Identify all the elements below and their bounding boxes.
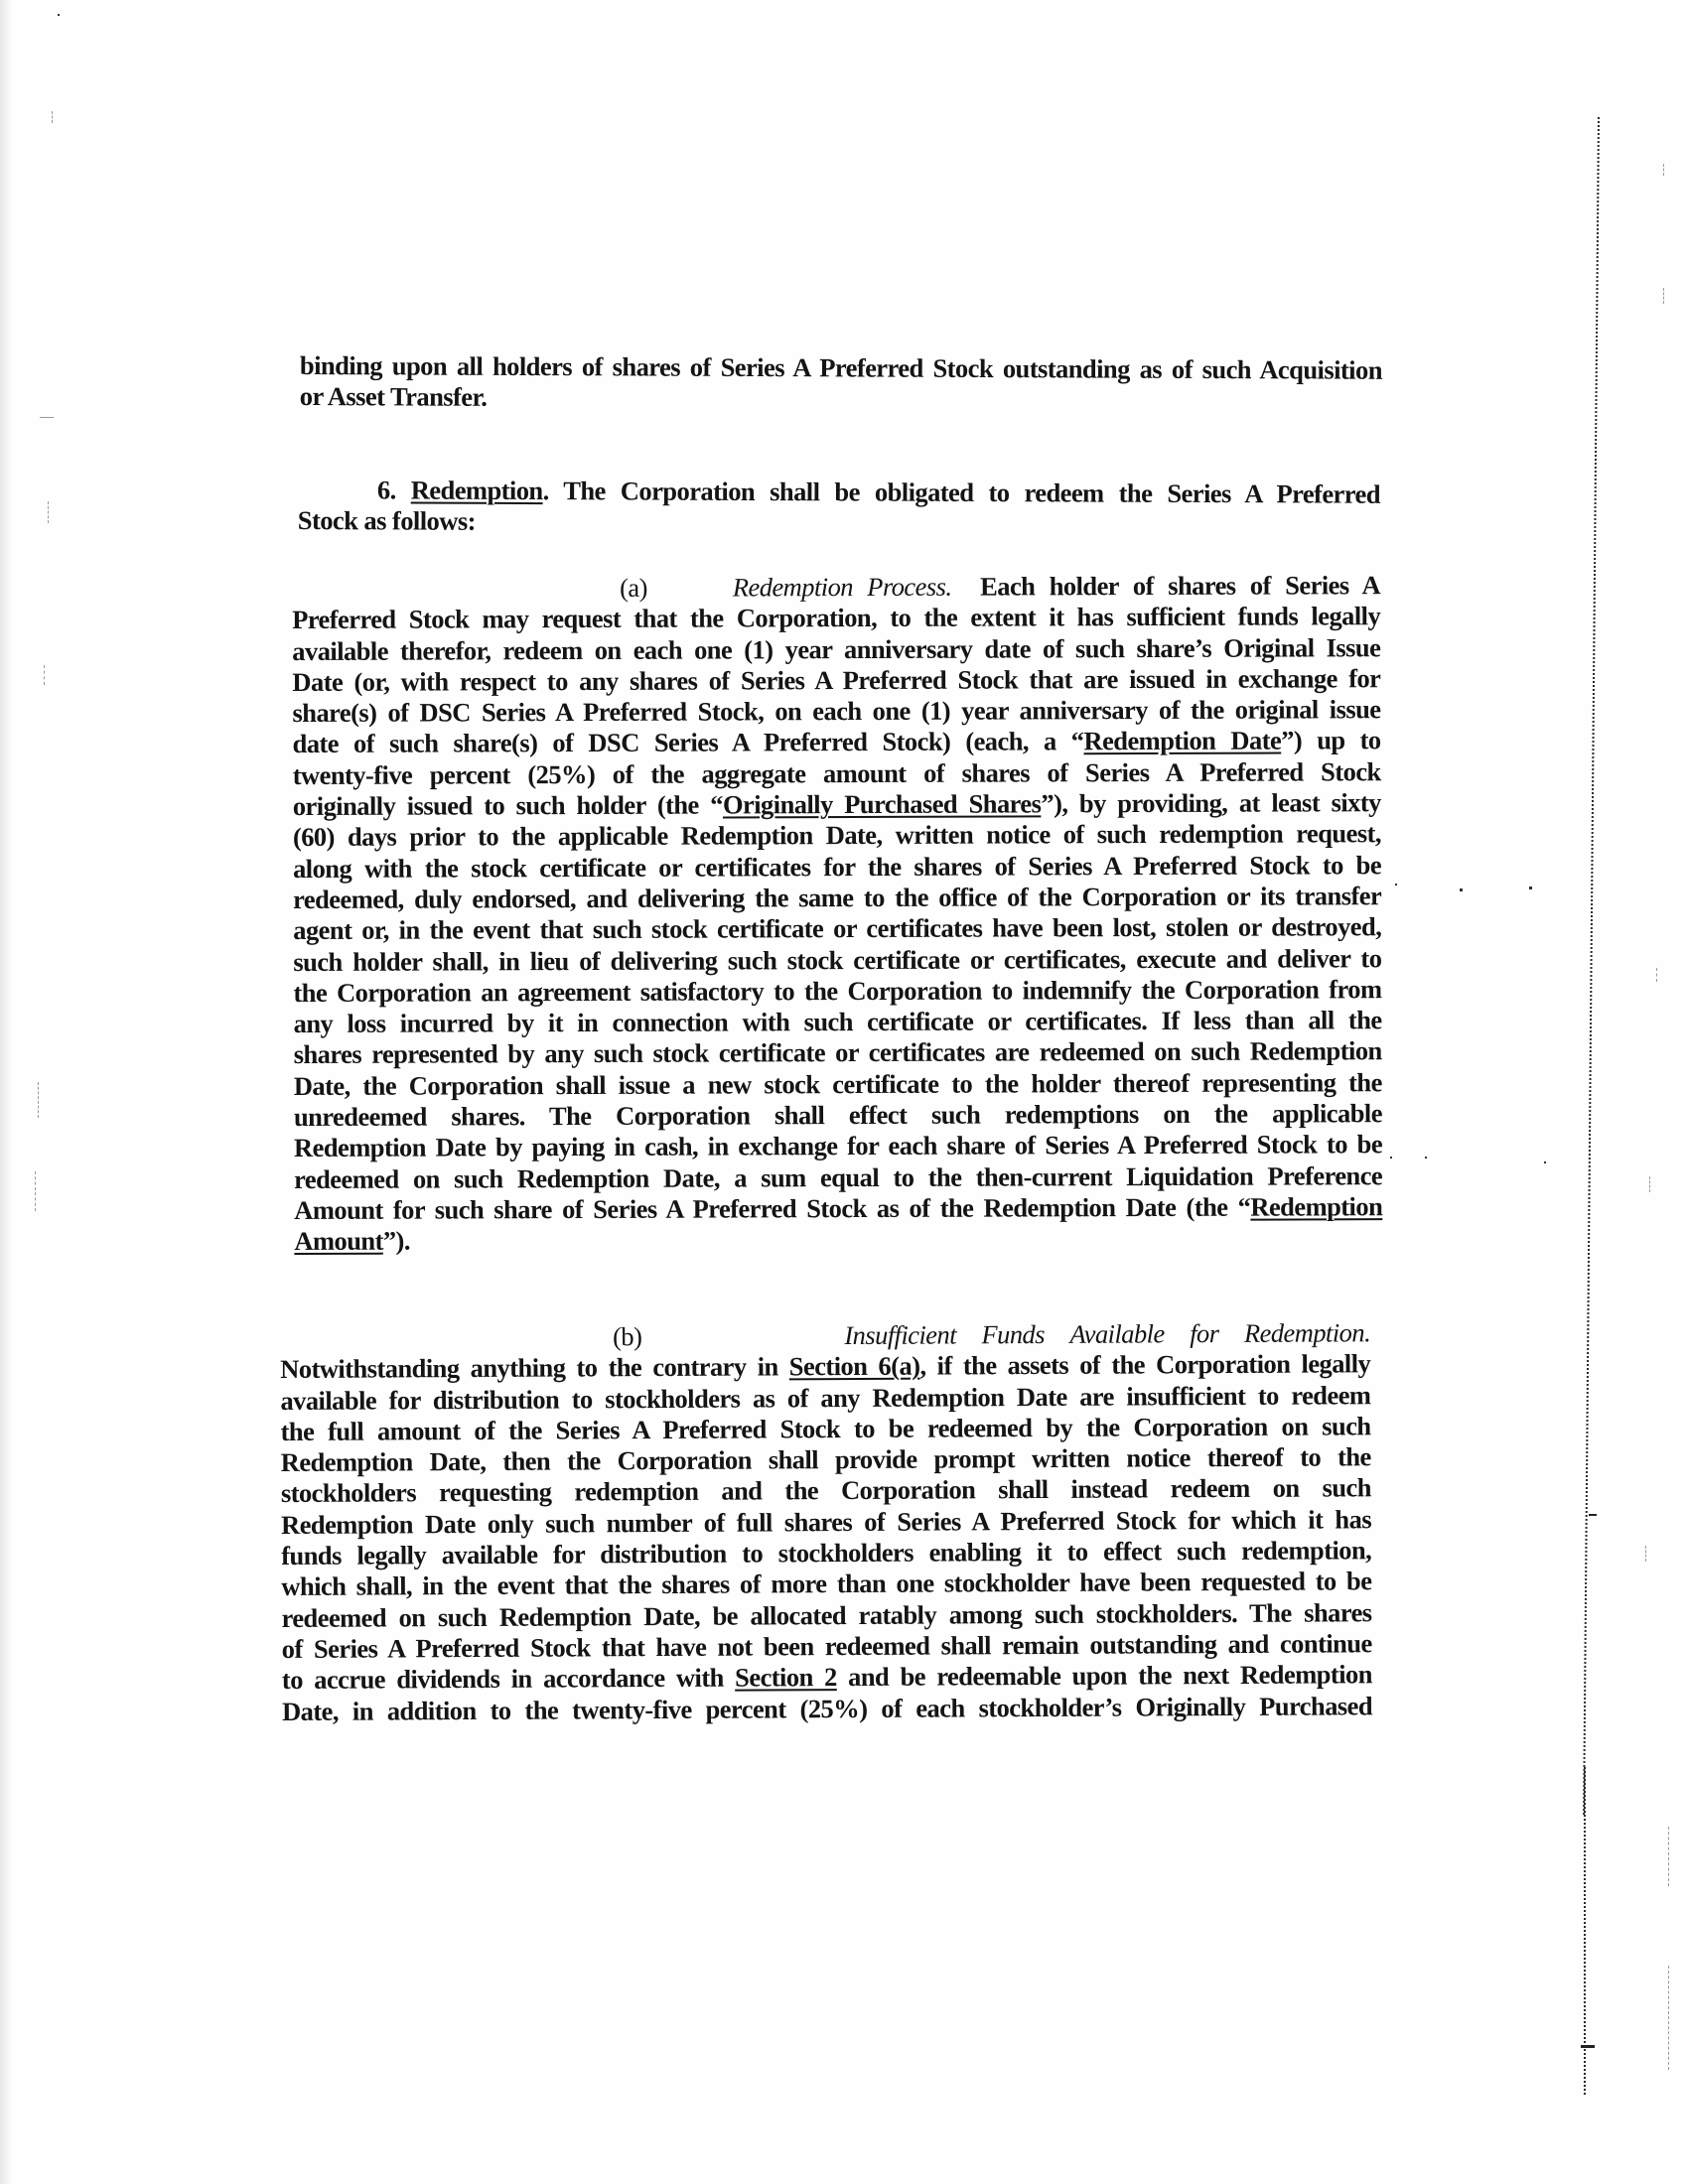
section-reference-2: Section 2 xyxy=(735,1662,837,1693)
text-span: and be redeemable upon the next Redemption xyxy=(836,1659,1372,1693)
defined-term-redemption-date: Redemption Date xyxy=(1083,726,1282,756)
section-reference-6a: Section 6(a) xyxy=(788,1350,920,1382)
subsection-heading-word: Insufficient xyxy=(844,1319,957,1351)
carryover-paragraph xyxy=(300,350,1382,417)
defined-term-originally-purchased-shares: Originally Purchased Shares xyxy=(722,788,1042,820)
scan-speck xyxy=(1395,884,1397,886)
scan-artifact-line xyxy=(35,1171,36,1211)
scan-artifact-tick xyxy=(1589,1514,1597,1516)
text-line: unredeemed shares. The Corporation shall effect such redemptions on the applicable xyxy=(293,1098,1382,1133)
scan-artifact-line xyxy=(1668,1827,1669,1886)
text-line: Date, in addition to the twenty-five percent (25%) of each stockholder’s Originally Purchased xyxy=(281,1690,1373,1726)
text-span: , if the assets of the Corporation legally xyxy=(919,1348,1371,1381)
text-line: stockholders requesting redemption and the Corporation shall instead redeem on such xyxy=(280,1472,1371,1509)
scan-speck xyxy=(1390,1157,1392,1159)
text-line: Redemption Date by paying in cash, in exchange for each share of Series A Preferred Stock to be xyxy=(293,1129,1383,1163)
scan-speck xyxy=(1425,1157,1427,1159)
text-line: Redemption Date only such number of full shares of Series A Preferred Stock for which it has xyxy=(280,1504,1372,1540)
scan-shadow-edge xyxy=(0,0,12,2184)
scan-artifact-tick xyxy=(40,417,54,418)
text-line: Date (or, with respect to any shares of Series A Preferred Stock that are issued in exchange for xyxy=(292,663,1381,697)
text-line: Date, the Corporation shall issue a new stock certificate to the holder thereof representing the xyxy=(293,1066,1382,1101)
text-line: binding upon all holders of shares of Series A Preferred Stock outstanding as of such Acquisition xyxy=(299,350,1382,385)
scan-artifact-line xyxy=(1663,288,1664,304)
text-span: ”), by providing, at least sixty xyxy=(1041,787,1381,819)
scan-speck xyxy=(58,14,60,16)
subsection-heading-word: Redemption. xyxy=(1243,1317,1371,1348)
text-line xyxy=(298,475,1380,510)
scan-artifact-line xyxy=(1645,1546,1646,1562)
text-span: ”). xyxy=(382,1225,410,1256)
scan-artifact-line xyxy=(1656,968,1657,982)
scan-artifact-line xyxy=(38,1082,39,1118)
text-span: Amount for such share of Series A Preferred Stock as of the Redemption Date (the “ xyxy=(294,1191,1251,1225)
text-line: funds legally available for distribution to stockholders enabling it to effect such redemption, xyxy=(281,1535,1372,1571)
scan-artifact-line xyxy=(52,111,53,123)
text-line: such holder shall, in lieu of delivering such stock certificate or certificates, execute and deliver to xyxy=(293,942,1382,977)
text-line: the Corporation an agreement satisfactory to the Corporation to indemnify the Corporation from xyxy=(293,974,1382,1008)
text-line: or Asset Transfer. xyxy=(299,381,488,413)
subsection-label: (a) xyxy=(619,572,647,603)
text-line: redeemed, duly endorsed, and delivering the same to the office of the Corporation or its transfer xyxy=(293,881,1382,914)
text-line: of Series A Preferred Stock that have not been redeemed shall remain outstanding and continue xyxy=(281,1628,1372,1664)
text-span: date of such share(s) of DSC Series A Preferred Stock) (each, a “ xyxy=(292,726,1084,759)
scan-speck xyxy=(1544,1161,1546,1163)
section-6a-paragraph xyxy=(292,570,1382,1257)
text-span: Each holder of shares of Series A xyxy=(980,570,1381,602)
defined-term-redemption-amount-cont: Amount xyxy=(294,1225,383,1257)
scan-artifact-line xyxy=(1649,1176,1650,1192)
scan-artifact-line xyxy=(48,501,49,523)
scan-speck xyxy=(1529,887,1532,889)
text-line: twenty-five percent (25%) of the aggregate amount of shares of Series A Preferred Stock xyxy=(292,755,1381,790)
scan-speck xyxy=(1460,888,1463,891)
text-span: . The Corporation shall be obligated to redeem the Series A Preferred xyxy=(542,476,1380,509)
text-line: along with the stock certificate or certificates for the shares of Series A Preferred Stock to be xyxy=(292,849,1382,884)
defined-term-redemption-amount: Redemption xyxy=(1250,1191,1383,1222)
text-line: Stock as follows: xyxy=(297,505,476,537)
scan-artifact-line xyxy=(44,665,45,685)
section-6-paragraph xyxy=(298,475,1380,541)
text-line: available for distribution to stockholders as of any Redemption Date are insufficient to redeem xyxy=(280,1379,1371,1416)
subsection-heading-word: Funds xyxy=(981,1318,1046,1350)
section-6b-paragraph xyxy=(280,1317,1372,1727)
text-line: redeemed on such Redemption Date, a sum equal to the then-current Liquidation Preference xyxy=(294,1160,1383,1194)
text-span: to accrue dividends in accordance with xyxy=(281,1662,736,1696)
subsection-heading-word: Available xyxy=(1069,1318,1165,1349)
text-line: available therefor, redeem on each one (1) year anniversary date of such share’s Original Issue xyxy=(292,631,1381,666)
text-line xyxy=(294,1222,1382,1257)
text-line: any loss incurred by it in connection with such certificate or certificates. If less than all the xyxy=(293,1005,1382,1039)
text-line xyxy=(294,1191,1382,1226)
text-line xyxy=(293,787,1381,822)
scan-artifact-tick xyxy=(1581,2045,1595,2048)
text-span: originally issued to such holder (the “ xyxy=(292,789,723,822)
section-heading: Redemption xyxy=(410,475,543,506)
text-span: Notwithstanding anything to the contrary in xyxy=(280,1351,789,1385)
subsection-label: (b) xyxy=(612,1321,642,1352)
text-line: redeemed on such Redemption Date, be allocated ratably among such stockholders. The shares xyxy=(281,1596,1372,1633)
text-line: which shall, in the event that the shares of more than one stockholder have been requested to be xyxy=(281,1566,1372,1602)
text-line: agent or, in the event that such stock certificate or certificates have been lost, stolen or destroyed, xyxy=(293,911,1382,946)
subsection-heading: Redemption Process. xyxy=(732,571,952,603)
text-span: ”) up to xyxy=(1281,725,1381,756)
scan-artifact-line xyxy=(1668,1966,1669,2070)
text-line xyxy=(280,1349,1370,1386)
scan-artifact-line xyxy=(1663,164,1664,176)
section-number: 6. xyxy=(376,475,396,505)
text-line: (60) days prior to the applicable Redemption Date, written notice of such redemption request, xyxy=(292,818,1381,853)
text-line: share(s) of DSC Series A Preferred Stock, on each one (1) year anniversary of the original issue xyxy=(292,694,1381,729)
scan-artifact-line xyxy=(1583,117,1600,1815)
subsection-heading-word: for xyxy=(1190,1318,1219,1349)
text-line: Preferred Stock may request that the Corporation, to the extent it has sufficient funds legally xyxy=(292,601,1381,635)
text-line: Redemption Date, then the Corporation shall provide prompt written notice thereof to the xyxy=(280,1441,1371,1478)
text-line: shares represented by any such stock certificate or certificates are redeemed on such Redemption xyxy=(293,1035,1382,1070)
text-line xyxy=(282,1660,1372,1697)
text-line xyxy=(292,570,1380,605)
text-line xyxy=(293,726,1381,760)
text-line: the full amount of the Series A Preferred Stock to be redeemed by the Corporation on such xyxy=(280,1411,1371,1446)
